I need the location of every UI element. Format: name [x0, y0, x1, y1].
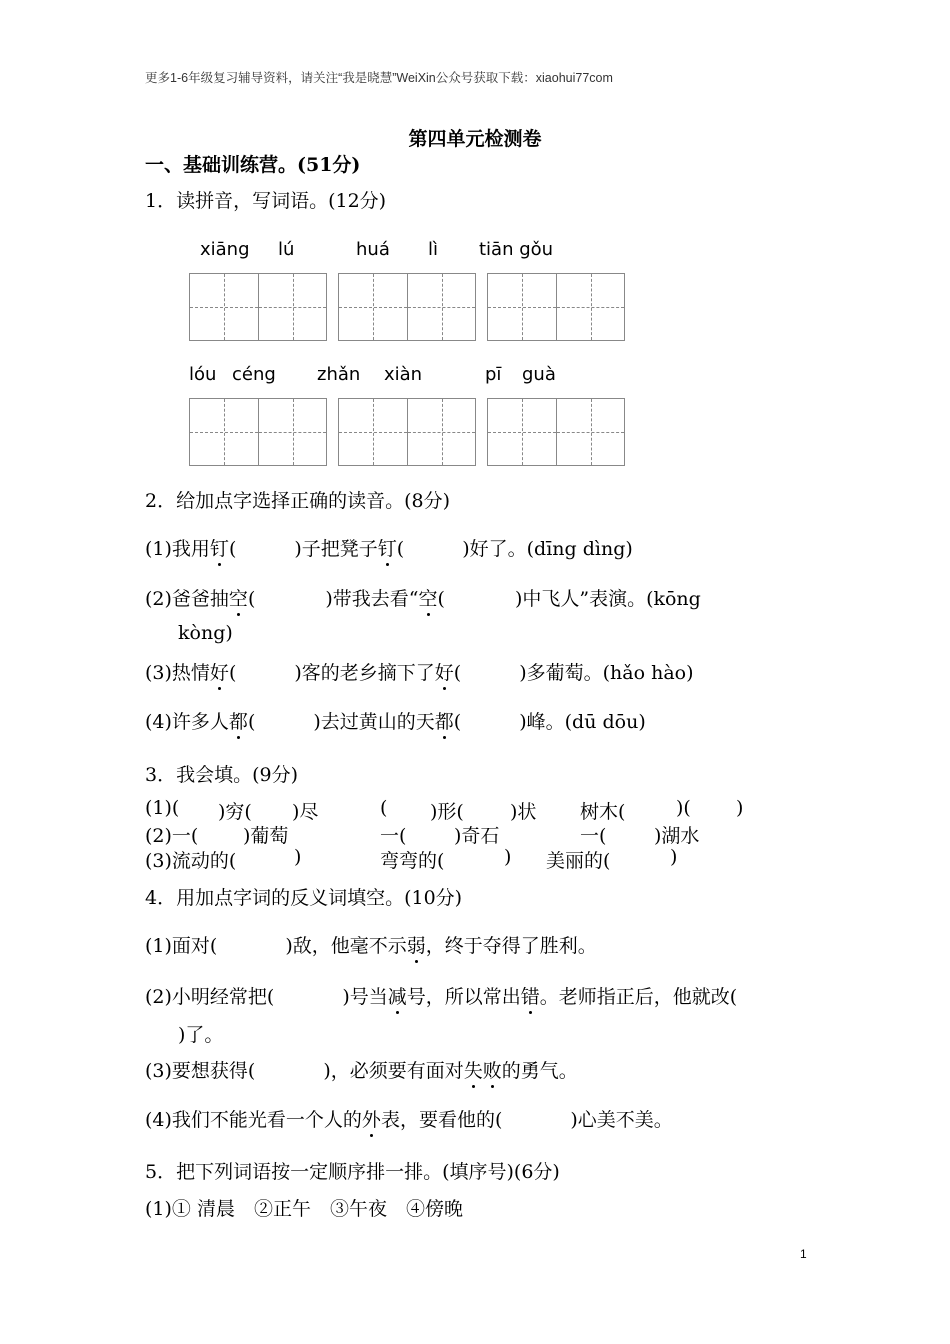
question-2-item-1: (1)我用钉( )子把凳子钉( )好了。(dīng dìng): [145, 534, 633, 561]
question-2-item-2-cont: kòng): [178, 622, 233, 644]
page-header: 更多1-6年级复习辅导资料，请关注“我是晓慧”WeiXin公众号获取下载：xiaohui77com: [145, 71, 613, 85]
writing-grid[interactable]: [487, 398, 625, 466]
page-number: 1: [800, 1247, 807, 1261]
pinyin: xiāng: [200, 239, 250, 260]
fill-blank: )形(: [430, 801, 464, 823]
question-2-item-4: (4)许多人都( )去过黄山的天都( )峰。(dū dōu): [145, 707, 646, 734]
question-4-item-3: (3)要想获得( )，必须要有面对失败的勇气。: [145, 1056, 578, 1083]
question-4-label: 4．用加点字词的反义词填空。(10分): [145, 887, 463, 909]
pinyin: lì: [428, 239, 439, 260]
writing-grid[interactable]: [189, 273, 327, 341]
question-2-item-2: (2)爸爸抽空( )带我去看“空( )中飞人”表演。(kōng: [145, 584, 701, 611]
writing-grid[interactable]: [487, 273, 625, 341]
fill-blank: )葡萄: [243, 825, 289, 847]
question-3-label: 3．我会填。(9分): [145, 764, 299, 786]
page-title: 第四单元检测卷: [408, 128, 542, 150]
fill-blank: )尽: [292, 801, 319, 823]
question-4-item-2: (2)小明经常把( )号当减号，所以常出错。老师指正后，他就改(: [145, 982, 737, 1009]
fill-blank: )状: [510, 801, 537, 823]
fill-blank: ): [294, 846, 302, 868]
pinyin: huá: [356, 239, 390, 260]
fill-blank: (3)流动的(: [145, 850, 237, 872]
fill-blank: 一(: [580, 825, 607, 847]
fill-blank: ): [670, 846, 678, 868]
fill-blank: ): [736, 797, 744, 819]
fill-blank: ): [504, 846, 512, 868]
fill-blank: (: [380, 797, 388, 819]
question-5-label: 5．把下列词语按一定顺序排一排。(填序号)(6分): [145, 1161, 560, 1183]
fill-blank: 弯弯的(: [380, 850, 445, 872]
pinyin: xiàn: [384, 364, 423, 385]
question-2-label: 2．给加点字选择正确的读音。(8分): [145, 490, 451, 512]
fill-blank: )穷(: [218, 801, 252, 823]
question-1-label: 1．读拼音，写词语。(12分): [145, 190, 387, 212]
pinyin: tiān gǒu: [479, 239, 554, 260]
pinyin: pī: [485, 364, 502, 385]
writing-grid[interactable]: [338, 398, 476, 466]
fill-blank: 一(: [380, 825, 407, 847]
fill-blank: (1)(: [145, 797, 180, 819]
question-4-item-2-cont: )了。: [178, 1024, 224, 1046]
section-heading: 一、基础训练营。(51分): [145, 154, 361, 176]
pinyin: guà: [522, 364, 556, 385]
question-4-item-1: (1)面对( )敌，他毫不示弱，终于夺得了胜利。: [145, 931, 597, 958]
fill-blank: 树木(: [580, 801, 626, 823]
fill-blank: )湖水: [654, 825, 700, 847]
fill-blank: 美丽的(: [546, 850, 611, 872]
pinyin: zhǎn: [317, 364, 361, 385]
pinyin: céng: [232, 364, 276, 385]
fill-blank: (2)一(: [145, 825, 199, 847]
pinyin: lóu: [189, 364, 217, 385]
pinyin: lú: [278, 239, 295, 260]
writing-grid[interactable]: [189, 398, 327, 466]
question-5-item-1: (1)① 清晨 ②正午 ③午夜 ④傍晚: [145, 1198, 463, 1220]
fill-blank: )(: [676, 797, 691, 819]
question-4-item-4: (4)我们不能光看一个人的外表，要看他的( )心美不美。: [145, 1105, 673, 1132]
question-2-item-3: (3)热情好( )客的老乡摘下了好( )多葡萄。(hǎo hào): [145, 658, 694, 685]
fill-blank: )奇石: [454, 825, 500, 847]
writing-grid[interactable]: [338, 273, 476, 341]
